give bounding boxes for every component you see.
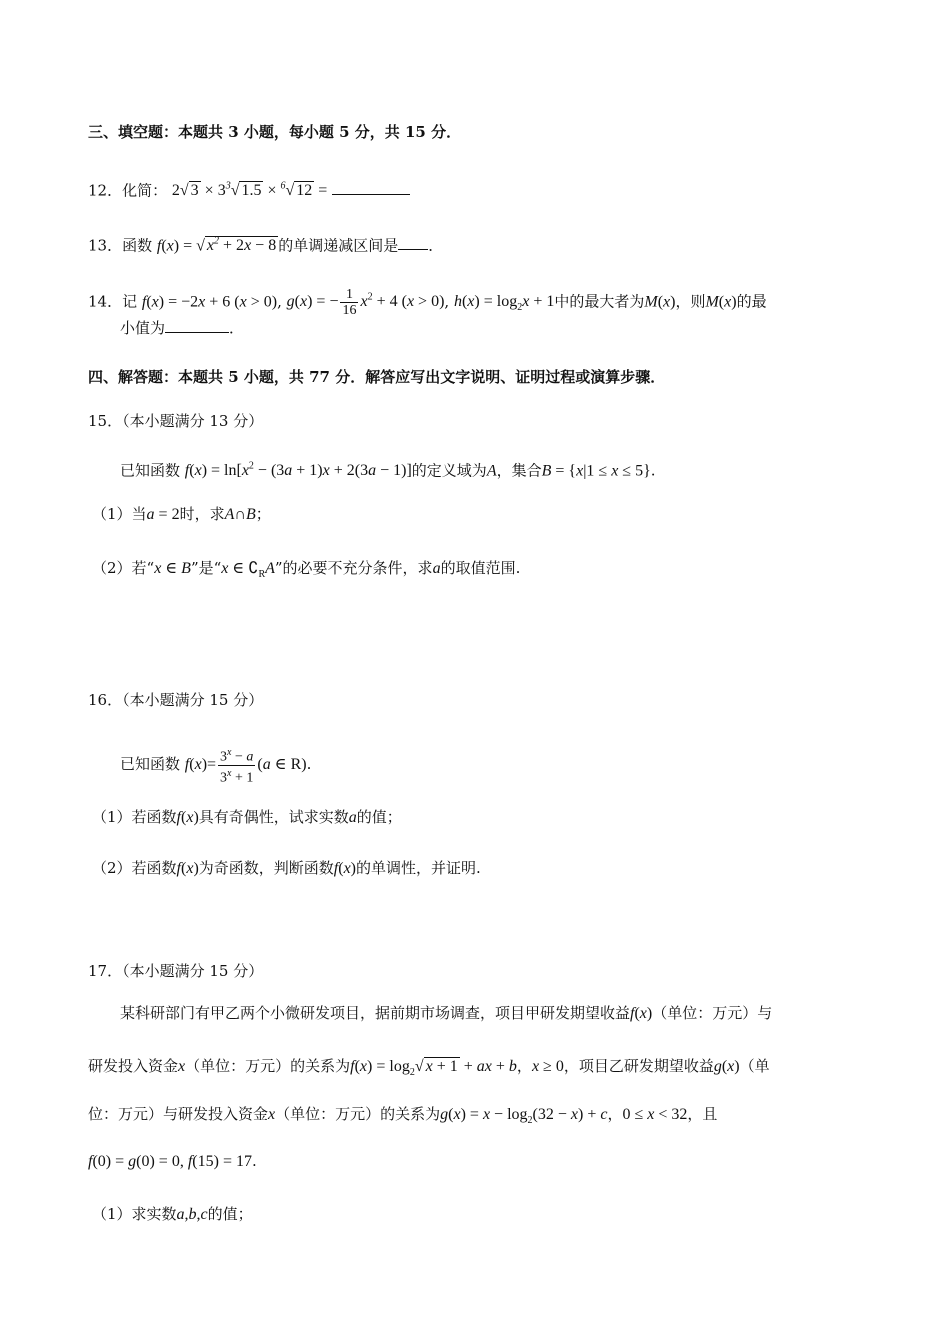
q16-pre: 已知函数 [120,754,181,773]
q16-p1-end: 的值； [356,808,402,826]
q14-answer-blank[interactable] [165,318,229,333]
q13-post: 的单调递减区间是 [278,236,399,255]
question-13 [88,231,443,257]
q15-p2-pre: （2）若“ [92,559,155,577]
section-fill-header: 三、填空题：本题共 3 小题，每小题 5 分，共 15 分． [88,123,462,141]
q17-x-range: 0 ≤ x < 32 [622,1106,688,1123]
q17-line2: 研发投入资金x（单位：万元）的关系为$f(x) = \log_2√$ x + 1 + ax + b，x ≥ 0，项目乙研发期望收益g(x)（单 [88,1057,770,1079]
q15-part2 [92,557,520,586]
q17-l2-pre: 研发投入资金 [88,1057,179,1075]
section-answer-header: 四、解答题：本题共 5 小题，共 77 分．解答应写出文字说明、证明过程或演算步骤． [88,368,666,386]
q16-p2-end: 的单调性，并证明. [356,859,481,877]
q15-B-expression: B = {x|1 ≤ x ≤ 5} [541,462,651,480]
q16-p2-pre: （2）若函数 [92,859,177,877]
q13-end: ． [428,236,444,255]
q16-p1-mid: 具有奇偶性，试求实数 [198,808,349,826]
q15-p1-pre: （1）当 [92,505,147,523]
q14-M-symbol-2: M(x) [705,293,737,311]
q15-p2-end: 的取值范围. [440,559,521,577]
question-14-line2 [120,317,244,339]
q17-x-symbol-2: x [268,1106,276,1123]
q17-x-symbol: x [178,1058,186,1075]
q14-f-expression: f(x) = −2x + 6 (x > 0) [141,293,278,311]
q17-conditions: f(0) = g(0) = 0, f(15) = 17 [88,1153,252,1170]
q17-part1 [92,1203,253,1226]
q13-number: 13． [88,236,123,255]
q17-l1-end: （单位：万元）与 [652,1004,773,1022]
q13-expression: f(x) = √ $x^2 + 2x - 8$ [156,236,277,255]
q15-a-symbol: a [432,560,441,577]
q14-h-expression: $h(x) = \log_2x + 1$ [453,293,555,314]
q17-p1-end: 的值； [207,1205,253,1223]
q16-f-expression: f(x)= $\frac{3^x - a}{3^x + 1}$ (a ∈ R) [184,747,307,786]
q15-p1-mid: 时，求 [179,505,225,523]
q16-part1 [92,806,402,829]
q17-l2-mid: （单位：万元）的关系为 [185,1057,351,1075]
q17-gx-symbol: g(x) [713,1058,740,1075]
q17-l3-mid: （单位：万元）的关系为 [275,1105,441,1123]
q17-f-expression: $f(x) = \log_2√$ x + 1 + ax + b [350,1058,517,1079]
q16-heading: 16．（本小题满分 15 分） [88,691,264,709]
q14-end: ． [229,319,245,337]
q15-x-in-complement-A: x ∈ $∁_RA$ [221,560,275,581]
q16-end: . [306,754,312,773]
q14-number: 14． [88,292,123,311]
question-14: 14．记 f(x) = −2x + 6 (x > 0), g(x) = − $\frac{1}{16}$ $x^2 + 4$ (x > 0), $h(x) = \log_2x + 1$中的最大者为M(x)，则M(x)的最 [88,287,767,319]
q17-abc-symbols: a,b,c [176,1206,208,1223]
q17-l2-mid2: ，项目乙研发期望收益 [563,1057,714,1075]
q14-then: ，则 [675,292,706,311]
q13-answer-blank[interactable] [398,235,428,250]
q15-f-expression: $f(x) = \ln[x^2 - (3a + 1)x + 2(3a - 1)]$ [184,461,412,480]
q14-line2: 小值为 [120,319,166,337]
q17-line3: 位：万元）与研发投入资金x（单位：万元）的关系为$g(x) = x - \log_2(32 - x) + c$，0 ≤ x < 32，且 [88,1105,718,1127]
q15-pre: 已知函数 [120,461,181,480]
q17-line4 [88,1150,257,1173]
q14-M-symbol: M(x) [644,293,676,311]
q16-stem [120,745,311,785]
q14-pre: 记 [122,292,138,311]
q15-intersection: A∩B [224,506,256,523]
q15-a-eq-2: a = 2 [146,506,180,523]
q17-l3-end: ，且 [687,1105,718,1123]
q17-line1 [120,1002,772,1025]
q15-end: . [650,461,656,480]
q16-fx-symbol: f(x) [176,809,199,826]
q12-expression: 2√ $3 \times 3^3√$ 1.5 × $^6$√ 12 = [171,181,328,200]
q15-A-symbol: A [486,462,497,480]
q14-tail: 的最 [736,292,767,311]
q17-l2-end: （单 [739,1057,770,1075]
q17-l4-end: . [251,1152,257,1170]
q13-pre: 函数 [122,236,153,255]
q17-g-expression: $g(x) = x - \log_2(32 - x) + c$ [440,1106,608,1127]
q15-mid: 的定义域为 [411,461,487,480]
q17-p1-pre: （1）求实数 [92,1205,177,1223]
question-12 [88,176,410,202]
q15-p2-mid: ”是“ [190,559,222,577]
q17-fx-symbol: f(x) [630,1005,653,1022]
q14-mid: 中的最大者为 [554,292,645,311]
q16-part2 [92,857,481,880]
q15-x-in-B: x ∈ B [154,560,191,577]
q12-number: 12． [88,181,123,200]
q15-p2-mid2: ”的必要不充分条件，求 [274,559,433,577]
q16-fx-symbol-3: f(x) [333,860,356,877]
q17-l3-pre: 位：万元）与研发投入资金 [88,1105,269,1123]
q17-heading: 17．（本小题满分 15 分） [88,962,264,980]
q16-p2-mid: 为奇函数，判断函数 [198,859,334,877]
q17-x-nonneg: x ≥ 0 [531,1058,564,1075]
q15-p1-end: ； [255,505,271,523]
q14-g-expression: g(x) = − $\frac{1}{16}$ $x^2 + 4$ (x > 0) [286,287,445,319]
q12-text: 化简： [122,181,168,200]
q16-p1-pre: （1）若函数 [92,808,177,826]
q16-a-symbol: a [348,809,357,826]
q15-stem [120,456,656,482]
q15-part1 [92,503,271,526]
q15-heading: 15．（本小题满分 13 分） [88,412,264,430]
q15-mid2: ，集合 [496,461,542,480]
q16-fx-symbol-2: f(x) [176,860,199,877]
q12-answer-blank[interactable] [332,180,410,195]
q17-l1-pre: 某科研部门有甲乙两个小微研发项目，据前期市场调查，项目甲研发期望收益 [120,1004,631,1022]
